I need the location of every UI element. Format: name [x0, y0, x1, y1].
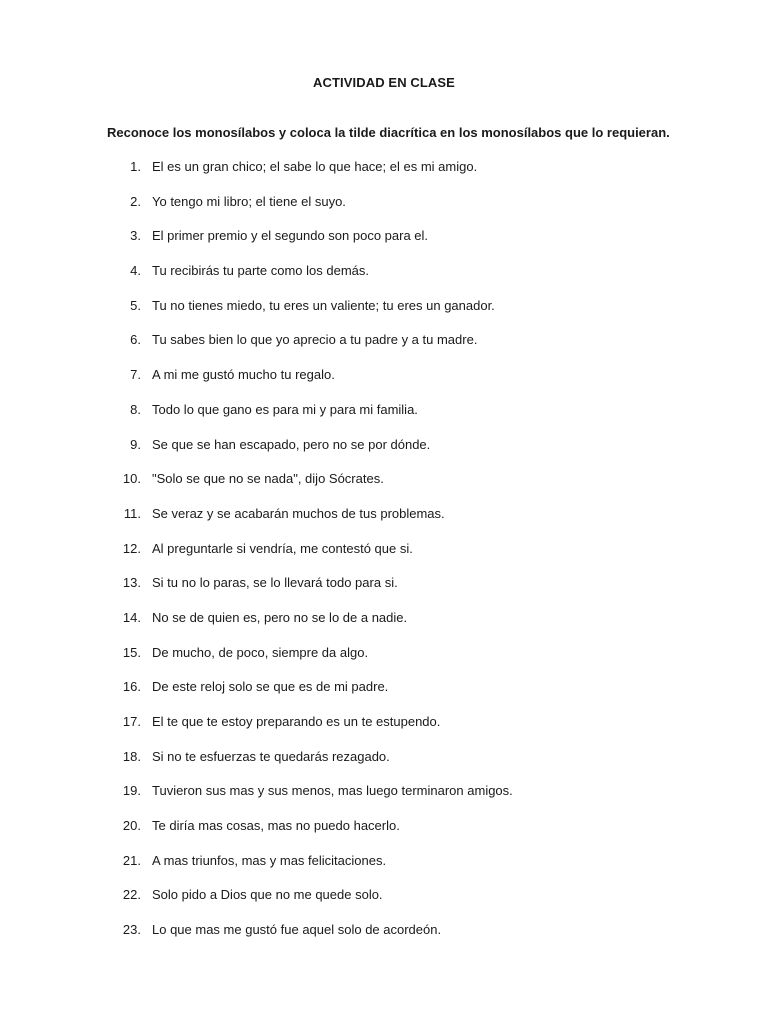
- item-number: 11.: [123, 505, 141, 521]
- item-number: 4.: [130, 263, 141, 279]
- item-text: Tu no tienes miedo, tu eres un valiente; tu eres un ganador.: [152, 297, 495, 313]
- item-number: 8.: [130, 401, 141, 417]
- item-text: Si tu no lo paras, se lo llevará todo para si.: [152, 575, 398, 591]
- list-item: [0, 193, 768, 228]
- item-number: 20.: [122, 818, 141, 834]
- item-text: Tu sabes bien lo que yo aprecio a tu padre y a tu madre.: [152, 332, 478, 348]
- list-item: [0, 227, 768, 262]
- item-text: El primer premio y el segundo son poco para el.: [152, 228, 429, 244]
- item-text: Tuvieron sus mas y sus menos, mas luego terminaron amigos.: [152, 783, 513, 799]
- item-number: 12.: [122, 540, 141, 556]
- item-text: Se veraz y se acabarán muchos de tus problemas.: [152, 505, 445, 521]
- item-number: 17.: [122, 714, 141, 729]
- item-number: 16.: [122, 679, 141, 695]
- item-number: 23.: [122, 922, 141, 938]
- item-number: 15.: [122, 644, 141, 660]
- list-item: [0, 609, 768, 644]
- list-item: [0, 748, 768, 783]
- item-text: Todo lo que gano es para mi y para mi familia.: [152, 401, 418, 417]
- item-text: Si no te esfuerzas te quedarás rezagado.: [152, 748, 390, 764]
- list-item: [0, 331, 768, 366]
- list-item: [0, 436, 768, 471]
- list-item: [0, 470, 768, 505]
- list-item: [0, 782, 768, 817]
- item-text: "Solo se que no se nada", dijo Sócrates.: [152, 471, 384, 487]
- exercise-list: [0, 158, 768, 956]
- item-number: 9.: [130, 436, 141, 452]
- list-item: [0, 262, 768, 297]
- item-number: 7.: [130, 367, 141, 383]
- item-number: 21.: [122, 852, 141, 868]
- item-text: El te que te estoy preparando es un te estupendo.: [152, 714, 441, 729]
- item-number: 5.: [130, 297, 141, 313]
- item-number: 3.: [130, 228, 141, 244]
- item-number: 2.: [130, 193, 141, 209]
- list-item: [0, 158, 768, 193]
- item-text: A mas triunfos, mas y mas felicitaciones.: [152, 852, 387, 868]
- item-text: Solo pido a Dios que no me quede solo.: [152, 887, 383, 903]
- item-text: El es un gran chico; el sabe lo que hace; el es mi amigo.: [152, 159, 478, 174]
- item-number: 6.: [130, 332, 141, 348]
- list-item: [0, 921, 768, 956]
- list-item: [0, 886, 768, 921]
- item-text: Se que se han escapado, pero no se por dónde.: [152, 436, 431, 452]
- instruction-text: Reconoce los monosílabos y coloca la tilde diacrítica en los monosílabos que lo requieran.: [107, 125, 670, 140]
- list-item: [0, 297, 768, 332]
- item-number: 13.: [122, 575, 141, 591]
- item-number: 10.: [122, 471, 141, 487]
- list-item: [0, 852, 768, 887]
- item-text: Yo tengo mi libro; el tiene el suyo.: [152, 193, 346, 209]
- item-text: Tu recibirás tu parte como los demás.: [152, 263, 369, 279]
- list-item: [0, 505, 768, 540]
- list-item: [0, 540, 768, 575]
- item-text: No se de quien es, pero no se lo de a nadie.: [152, 609, 408, 625]
- item-text: De este reloj solo se que es de mi padre.: [152, 679, 389, 695]
- item-text: De mucho, de poco, siempre da algo.: [152, 644, 369, 660]
- item-number: 1.: [130, 159, 141, 174]
- list-item: [0, 401, 768, 436]
- list-item: [0, 574, 768, 609]
- item-text: Lo que mas me gustó fue aquel solo de acordeón.: [152, 922, 442, 938]
- item-text: Al preguntarle si vendría, me contestó que si.: [152, 540, 413, 556]
- list-item: [0, 678, 768, 713]
- list-item: [0, 713, 768, 748]
- page-title: ACTIVIDAD EN CLASE: [313, 75, 455, 90]
- item-number: 18.: [122, 748, 141, 764]
- list-item: [0, 366, 768, 401]
- item-text: Te diría mas cosas, mas no puedo hacerlo.: [152, 818, 400, 834]
- item-number: 14.: [122, 609, 141, 625]
- list-item: [0, 644, 768, 679]
- list-item: [0, 817, 768, 852]
- item-number: 19.: [122, 783, 141, 799]
- item-text: A mi me gustó mucho tu regalo.: [152, 367, 335, 383]
- item-number: 22.: [122, 887, 141, 903]
